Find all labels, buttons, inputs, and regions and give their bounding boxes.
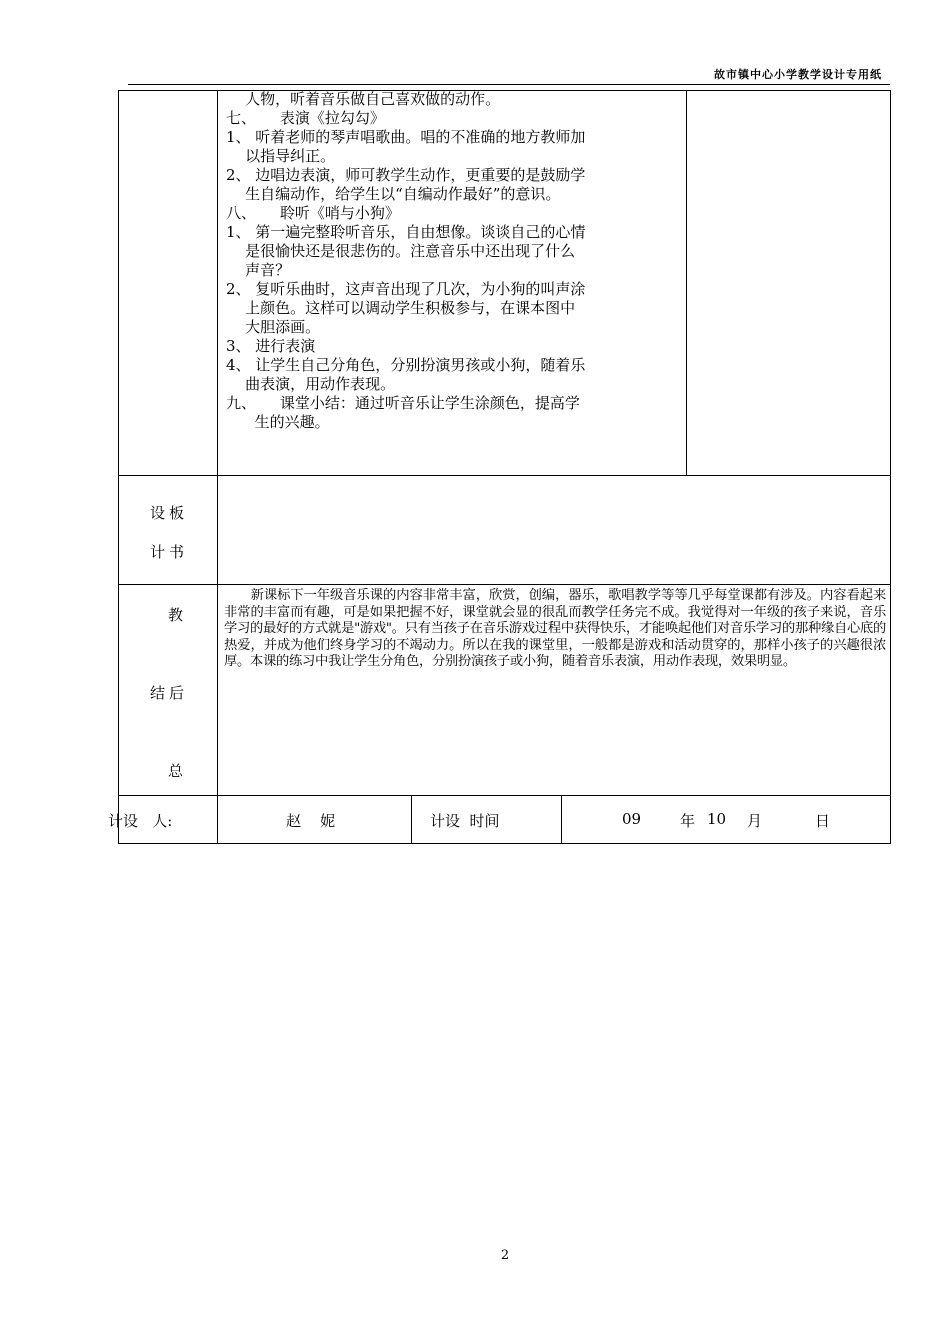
header-rule (128, 84, 890, 85)
process-line: 八、 聆听《哨与小狗》 (226, 204, 400, 222)
process-line: 九、 课堂小结：通过听音乐让学生涂颜色，提高学 (226, 394, 580, 412)
teaching-process (226, 90, 681, 432)
process-line: 上颜色。这样可以调动学生积极参与，在课本图中 (226, 299, 576, 317)
process-line: 1、 第一遍完整聆听音乐，自由想像。谈谈自己的心情 (226, 223, 586, 241)
process-line: 2、 边唱边表演，师可教学生动作，更重要的是鼓励学 (226, 166, 586, 184)
design-month: 10 (707, 810, 727, 828)
process-line: 七、 表演《拉勾勾》 (226, 109, 385, 127)
designer-label: 计设 人: (108, 812, 173, 830)
designer-name: 赵 妮 (286, 812, 336, 830)
row-divider-footer (118, 795, 891, 796)
page-number: 2 (500, 1248, 510, 1263)
reflection-label-middle: 结后 (150, 684, 189, 702)
design-time-label: 计设 时间 (430, 812, 500, 830)
process-line: 1、 听着老师的琴声唱歌曲。唱的不准确的地方教师加 (226, 128, 586, 146)
row-divider-reflection (118, 584, 891, 585)
process-line: 生的兴趣。 (226, 413, 330, 431)
footer-divider-1 (217, 795, 218, 844)
footer-divider-2 (411, 795, 412, 844)
process-line: 3、 进行表演 (226, 337, 316, 355)
board-label-top: 设板 (150, 504, 189, 522)
reflection-label-top: 教 (168, 606, 188, 624)
process-line: 大胆添画。 (226, 318, 321, 336)
column-divider-left (217, 90, 218, 796)
row-divider-board (118, 475, 891, 476)
process-line: 以指导纠正。 (226, 147, 336, 165)
reflection-text: 新课标下一年级音乐课的内容非常丰富，欣赏，创编，器乐，歌唱教学等等几乎每堂课都有涉及。内容看起来非常的丰富而有趣，可是如果把握不好，课堂就会显的很乱而教学任务完不成。我觉得对一年级的孩子来说，音乐学习的最好的方式就是"游戏"。只有当孩子在音乐游戏过程中获得快乐，才能唤起他们对音乐学习的那种缘自心底的热爱，并成为他们终身学习的不竭动力。所以在我的课堂里，一般都是游戏和活动贯穿的，那样小孩子的兴趣很浓厚。本课的练习中我让学生分角色，分别扮演孩子或小狗，随着音乐表演，用动作表现，效果明显。 (224, 588, 886, 669)
process-line: 生自编动作，给学生以“自编动作最好”的意识。 (226, 185, 561, 203)
process-line: 声音？ (226, 261, 291, 279)
process-line: 是很愉快还是很悲伤的。注意音乐中还出现了什么 (226, 242, 576, 260)
design-year-unit: 年 (680, 812, 696, 830)
footer-divider-3 (561, 795, 562, 844)
process-line: 曲表演，用动作表现。 (226, 375, 396, 393)
design-day-unit: 日 (815, 812, 831, 830)
column-divider-notes (686, 90, 687, 476)
process-line: 2、 复听乐曲时，这声音出现了几次，为小狗的叫声涂 (226, 280, 586, 298)
design-year: 09 (622, 810, 642, 828)
header-title: 故市镇中心小学教学设计专用纸 (714, 68, 882, 81)
board-label-bottom: 计书 (150, 543, 189, 561)
process-line: 4、 让学生自己分角色，分别扮演男孩或小狗，随着乐 (226, 356, 586, 374)
design-month-unit: 月 (747, 812, 763, 830)
process-line: 人物，听着音乐做自己喜欢做的动作。 (226, 90, 501, 108)
reflection-label-bottom: 总 (168, 762, 188, 780)
